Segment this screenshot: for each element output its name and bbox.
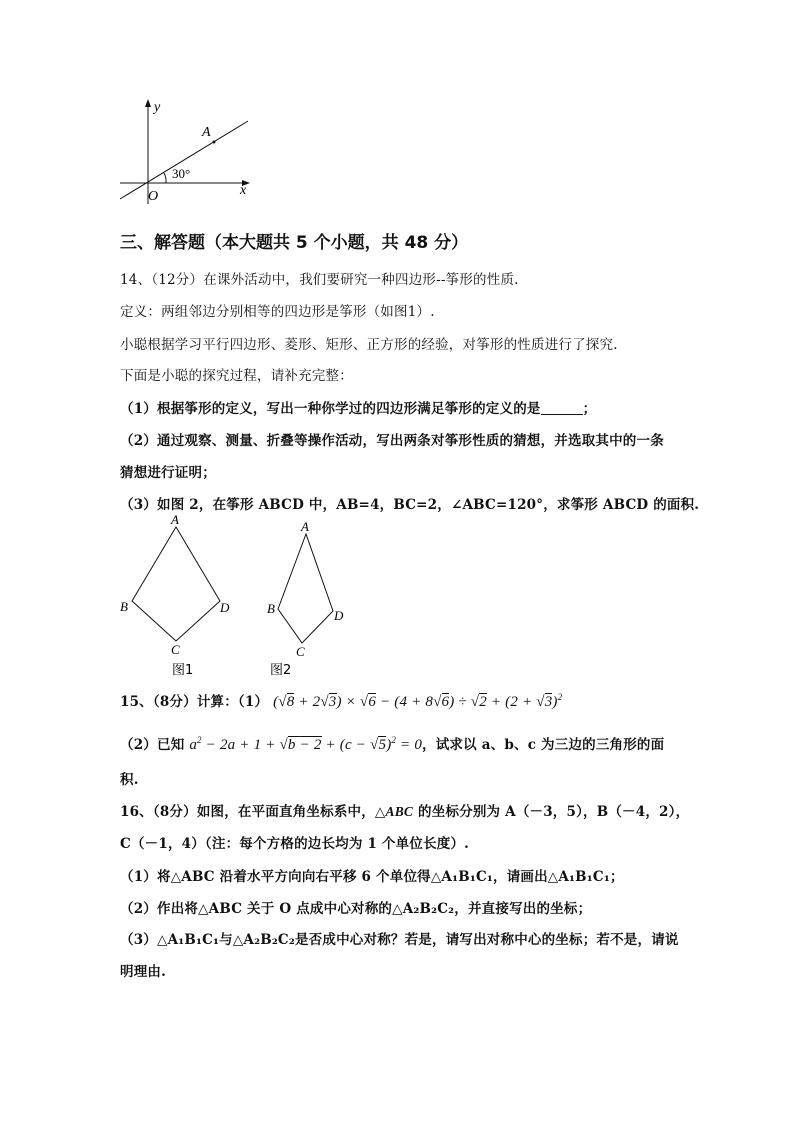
q16-abc: ABC [385, 804, 414, 819]
fig2-label-b: B [267, 601, 275, 616]
angle-arc [164, 173, 166, 183]
fig1-label-a: A [171, 512, 179, 527]
label-o: O [148, 189, 159, 204]
ray-oa [120, 121, 248, 199]
q16-mid: 的坐标分别为 [413, 804, 506, 820]
fig1-label-c: C [171, 642, 180, 657]
q15-line1 [120, 690, 562, 711]
q14-line5 [120, 397, 596, 417]
fig2-label-d: D [334, 608, 344, 623]
q16-coords: A（－3，5），B（－4，2）， [505, 804, 690, 820]
q15-prefix: 15、（8分）计算：（1） [120, 694, 269, 710]
q14-part1-end: ； [582, 401, 597, 417]
q14-line8: （3）如图 2，在筝形 ABCD 中，AB=4，BC=2，∠ABC=120°，求筝形 ABCD 的面积. [120, 497, 700, 513]
q14-line2: 定义：两组邻边分别相等的四边形是筝形（如图1）. [120, 304, 435, 320]
q14-line7: 猜想进行证明； [120, 465, 216, 481]
q16-line1 [120, 800, 689, 820]
q15-expression: $(√8 + 2√3) \times √6 - (4 + 8√6) \div √2 + (2 + √3)^2$ [273, 692, 563, 710]
coordinate-figure [112, 96, 262, 208]
kite-figure-2 [262, 515, 372, 680]
q15-line3: 积. [120, 772, 139, 788]
section-title: 三、解答题（本大题共 5 个小题，共 48 分） [120, 233, 469, 253]
fig1-label-d: D [220, 600, 230, 615]
q16-line2: C（－1，4）（注：每个方格的边长均为 1 个单位长度）. [120, 836, 470, 852]
kite-1-shape [132, 527, 220, 641]
fig2-caption: 图2 [270, 663, 292, 678]
q14-line1: 14、（12分）在课外活动中，我们要研究一种四边形--筝形的性质. [120, 272, 519, 288]
q15-part2-prefix: （2）已知 [120, 737, 185, 753]
q15-part2-suffix: ，试求以 a、b、c 为三边的三角形的面 [422, 737, 665, 753]
q14-line6: （2）通过观察、测量、折叠等操作活动，写出两条对筝形性质的猜想，并选取其中的一条 [120, 433, 664, 449]
answer-blank[interactable] [541, 402, 583, 415]
kite-2-shape [278, 534, 333, 643]
label-x: x [240, 183, 247, 198]
point-a [213, 141, 216, 144]
fig2-label-a: A [301, 519, 309, 534]
label-angle: 30° [172, 166, 191, 181]
kite-figure-1 [112, 510, 242, 680]
q15-line2 [120, 733, 664, 754]
q16-line3: （1）将△ABC 沿着水平方向向右平移 6 个单位得△A₁B₁C₁，请画出△A₁B₁C₁； [120, 869, 624, 885]
q14-part1-text: （1）根据筝形的定义，写出一种你学过的四边形满足筝形的定义的是 [120, 401, 541, 417]
q16-line4: （2）作出将△ABC 关于 O 点成中心对称的△A₂B₂C₂，并直接写出的坐标； [120, 901, 592, 917]
label-a: A [202, 125, 211, 140]
label-y: y [154, 100, 161, 115]
fig1-caption: 图1 [172, 663, 194, 678]
q16-line6: 明理由. [120, 964, 166, 980]
q15-equation: $a^2 - 2a + 1 + √b - 2 + (c - √5)^2 = 0$ [189, 735, 423, 753]
y-axis-arrow [145, 99, 151, 107]
q16-line5: （3）△A₁B₁C₁与△A₂B₂C₂是否成中心对称？若是，请写出对称中心的坐标；若不是，请说 [120, 932, 679, 948]
q14-line3: 小聪根据学习平行四边形、菱形、矩形、正方形的经验，对筝形的性质进行了探究. [120, 337, 618, 353]
q14-line4: 下面是小聪的探究过程，请补充完整： [120, 368, 353, 384]
q16-prefix: 16、（8分）如图，在平面直角坐标系中，△ [120, 804, 386, 820]
fig2-label-c: C [296, 644, 305, 659]
fig1-label-b: B [120, 599, 128, 614]
